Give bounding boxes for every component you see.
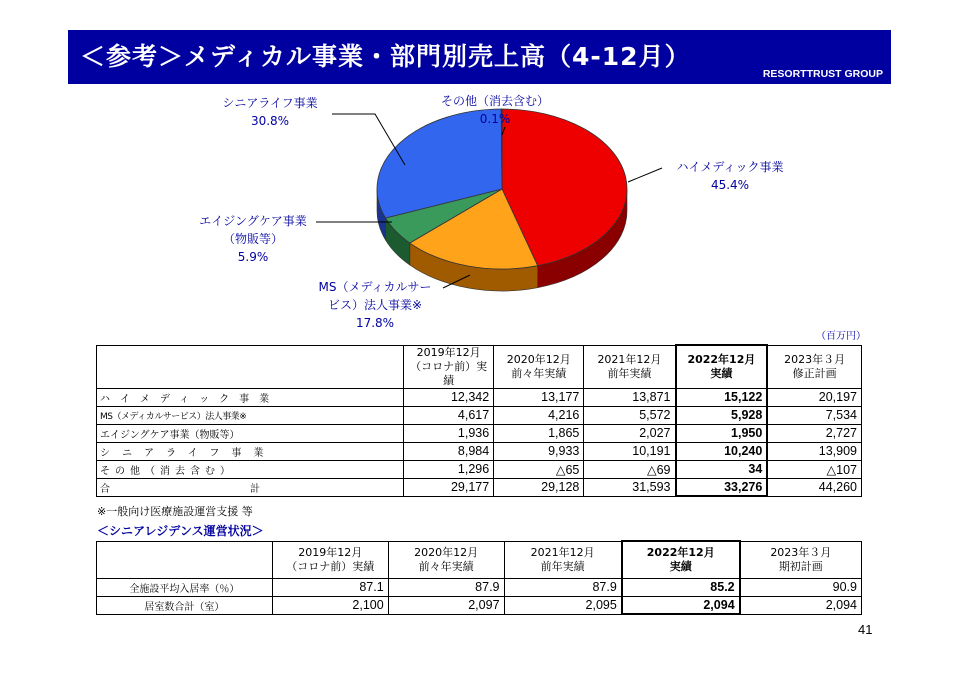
label-other (420, 92, 570, 128)
cell: 13,871 (584, 388, 676, 406)
cell: 1,865 (494, 424, 584, 442)
corner-cell (97, 541, 273, 578)
cell-highlight: 10,240 (676, 442, 768, 460)
cell: 29,128 (494, 478, 584, 496)
footnote: ※一般向け医療施設運営支援 等 (97, 505, 253, 518)
cell: 2,094 (740, 596, 862, 614)
cell-highlight: 2,094 (622, 596, 740, 614)
cell-highlight: 33,276 (676, 478, 768, 496)
cell-highlight: 5,928 (676, 406, 768, 424)
page-number: 41 (858, 622, 873, 637)
label-ms (300, 278, 450, 332)
cell: 29,177 (404, 478, 494, 496)
label-other-name: その他（消去含む） (440, 94, 549, 108)
brand-logo-text: RESORTTRUST GROUP (762, 68, 883, 80)
label-ms-pct: 17.8% (355, 316, 395, 330)
section-subtitle: ＜シニアレジデンス運営状況＞ (97, 524, 264, 538)
col-header: 2019年12月 （コロナ前）実績 (404, 345, 494, 388)
col-header: 2020年12月 前々年実績 (494, 345, 584, 388)
label-himedic-name: ハイメディック事業 (676, 160, 784, 174)
row-name: シニアライフ事業 (97, 442, 404, 460)
table-row (97, 578, 862, 596)
col-header: 2020年12月 前々年実績 (388, 541, 504, 578)
label-ms-name2: ビス）法人事業※ (327, 298, 423, 312)
cell: 31,593 (584, 478, 676, 496)
label-other-pct: 0.1% (479, 112, 511, 126)
unit-label: （百万円） (816, 331, 866, 342)
cell: 44,260 (767, 478, 861, 496)
row-name: エイジングケア事業（物販等） (97, 424, 404, 442)
label-senior-pct: 30.8% (250, 114, 290, 128)
cell: 87.9 (504, 578, 622, 596)
row-name: ハイメディック事業 (97, 388, 404, 406)
cell-highlight: 1,950 (676, 424, 768, 442)
label-himedic (660, 158, 800, 194)
residence-table-header (97, 541, 862, 578)
table-row (97, 460, 862, 478)
sales-table (96, 344, 862, 497)
label-aging-name1: エイジングケア事業 (199, 214, 307, 228)
page-title: ＜参考＞メディカル事業・部門別売上高（4-12月） (80, 42, 691, 71)
cell: 4,216 (494, 406, 584, 424)
cell: 12,342 (404, 388, 494, 406)
leader-line-2 (628, 168, 662, 182)
table-row (97, 442, 862, 460)
row-name: 合計 (97, 478, 404, 496)
col-header: 2019年12月 （コロナ前）実績 (272, 541, 388, 578)
label-aging (178, 212, 328, 266)
residence-table (96, 540, 862, 615)
cell: 9,933 (494, 442, 584, 460)
cell-highlight: 15,122 (676, 388, 768, 406)
cell: 2,027 (584, 424, 676, 442)
table-row (97, 406, 862, 424)
col-header: 2023年３月 期初計画 (740, 541, 862, 578)
cell-highlight: 34 (676, 460, 768, 478)
cell: 87.9 (388, 578, 504, 596)
cell: 2,100 (272, 596, 388, 614)
cell: 2,095 (504, 596, 622, 614)
col-header: 2021年12月 前年実績 (584, 345, 676, 388)
cell: 2,727 (767, 424, 861, 442)
cell: △107 (767, 460, 861, 478)
cell: 90.9 (740, 578, 862, 596)
header-bar (68, 30, 891, 84)
cell: △65 (494, 460, 584, 478)
label-himedic-pct: 45.4% (710, 178, 750, 192)
table-row-total (97, 478, 862, 496)
cell: 8,984 (404, 442, 494, 460)
cell: 87.1 (272, 578, 388, 596)
col-header: 2023年３月 修正計画 (767, 345, 861, 388)
corner-cell (97, 345, 404, 388)
cell: 4,617 (404, 406, 494, 424)
row-name: その他（消去含む） (97, 460, 404, 478)
cell-highlight: 85.2 (622, 578, 740, 596)
cell: 1,296 (404, 460, 494, 478)
cell: 5,572 (584, 406, 676, 424)
cell: 13,177 (494, 388, 584, 406)
cell: 13,909 (767, 442, 861, 460)
table-row (97, 596, 862, 614)
cell: 1,936 (404, 424, 494, 442)
row-name: 全施設平均入居率（％） (97, 578, 273, 596)
cell: 2,097 (388, 596, 504, 614)
label-senior (205, 94, 335, 130)
label-aging-pct: 5.9% (237, 250, 269, 264)
cell: 7,534 (767, 406, 861, 424)
label-senior-name: シニアライフ事業 (222, 96, 318, 110)
col-header-highlight: 2022年12月 実績 (676, 345, 768, 388)
row-name: MS（メディカルサービス）法人事業※ (97, 406, 404, 424)
cell: △69 (584, 460, 676, 478)
col-header-highlight: 2022年12月 実績 (622, 541, 740, 578)
row-name: 居室数合計（室） (97, 596, 273, 614)
table-row (97, 388, 862, 406)
cell: 10,191 (584, 442, 676, 460)
col-header: 2021年12月 前年実績 (504, 541, 622, 578)
label-ms-name1: MS（メディカルサー (318, 280, 432, 294)
table-row (97, 424, 862, 442)
cell: 20,197 (767, 388, 861, 406)
sales-table-header (97, 345, 862, 388)
label-aging-name2: （物販等） (222, 232, 283, 246)
